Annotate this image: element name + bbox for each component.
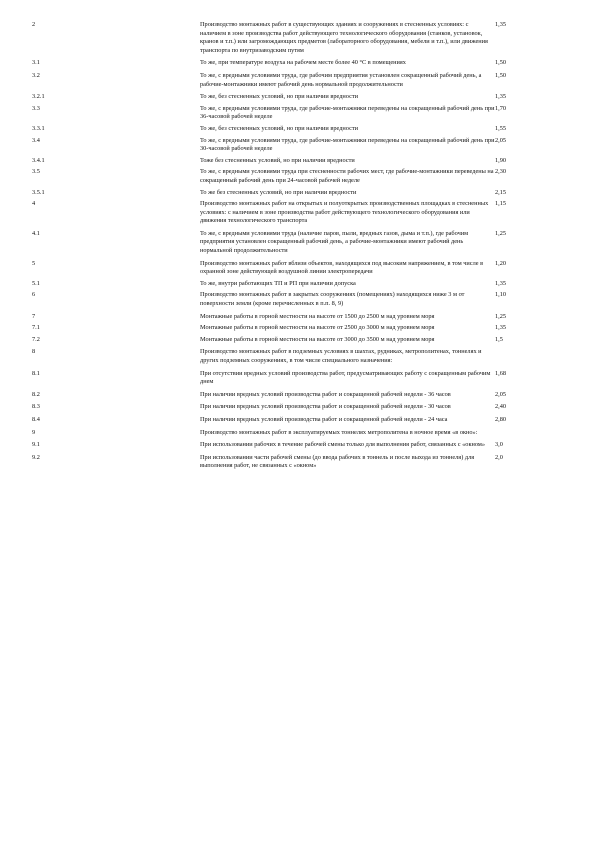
row-coefficient: 1,35 <box>495 279 507 287</box>
row-number: 9.1 <box>32 441 40 449</box>
table-row <box>32 324 537 336</box>
row-description: При наличии вредных условий производства работ и сокращенной рабочей недели - 30 часов <box>200 403 451 411</box>
table-row <box>32 157 537 169</box>
row-number: 8.1 <box>32 369 40 377</box>
row-coefficient: 1,10 <box>495 291 507 299</box>
row-number: 3.4.1 <box>32 156 45 164</box>
row-number: 4 <box>32 200 36 208</box>
table-row <box>32 189 537 201</box>
table-row <box>32 59 537 72</box>
row-number: 2 <box>32 21 36 28</box>
row-number: 9 <box>32 428 36 436</box>
row-description: Производство монтажных работ на открытых и полуоткрытых производственных площадках в стесненных условиях: с наличием в зоне производства работ действующего технологического оборудования или движения технологического транспорта <box>200 200 489 225</box>
row-number: 8 <box>32 348 36 356</box>
row-description: Производство монтажных работ вблизи объектов, находящихся под высоким напряжением, в том числе в охранной зоне действующей воздушной линии электропередачи <box>200 259 484 276</box>
table-row <box>32 370 537 391</box>
row-coefficient: 2,40 <box>495 403 507 411</box>
row-number: 3.5 <box>32 168 40 176</box>
table-row <box>32 403 537 416</box>
row-coefficient <box>495 348 537 369</box>
row-coefficient: 1,35 <box>495 21 507 28</box>
row-description: Производство монтажных работ в эксплуатируемых тоннелях метрополитена в ночное время «в окно»: <box>200 428 478 436</box>
row-number: 8.2 <box>32 390 40 398</box>
row-coefficient: 2,0 <box>495 453 503 461</box>
row-description: При отсутствии вредных условий производства работ, предусматривающих работу с сокращенным рабочим днем <box>200 369 491 386</box>
table-row <box>32 313 537 325</box>
table-row <box>32 93 537 105</box>
row-coefficient: 1,15 <box>495 200 507 208</box>
row-number: 7 <box>32 312 36 320</box>
row-number: 3.1 <box>32 59 40 67</box>
table-row <box>32 230 537 260</box>
row-description: То же, без стесненных условий, но при наличии вредности <box>200 93 359 101</box>
row-description: При наличии вредных условий производства работ и сокращенной рабочей недели - 36 часов <box>200 390 451 398</box>
row-number: 3.3.1 <box>32 124 45 132</box>
row-description: То же, с вредными условиями труда, где рабочие-монтажники переведены на сокращенный рабочий день при 30-часовой рабочей неделе <box>200 136 495 153</box>
row-description: При использовании рабочих в течение рабочей смены только для выполнения работ, связанных с «окном» <box>200 441 486 449</box>
row-description: Монтажные работы в горной местности на высоте от 2500 до 3000 м над уровнем моря <box>200 324 435 332</box>
row-number: 5.1 <box>32 279 40 287</box>
table-row <box>32 137 537 157</box>
row-coefficient: 1,68 <box>495 369 507 377</box>
table-row <box>32 200 537 230</box>
table-row <box>32 125 537 137</box>
row-description: То же, внутри работающих ТП и РП при наличии допуска <box>200 279 356 287</box>
table-row <box>32 260 537 280</box>
row-coefficient: 1,50 <box>495 59 507 67</box>
row-description: То же без стесненных условий, но при наличии вредности <box>200 188 357 196</box>
row-coefficient: 3,0 <box>495 441 503 449</box>
row-description: То же, с вредными условиями труда (наличие паров, пыли, вредных газов, дыма и т.п.), где рабочим предприятия установлен сокращенный рабочий день, а рабочие-монтажники имеют рабочий день нормальной продолжительности <box>200 229 469 255</box>
row-description: То же, без стесненных условий, но при наличии вредности <box>200 124 359 132</box>
row-number: 3.4 <box>32 136 40 144</box>
table-row <box>32 391 537 404</box>
row-coefficient: 1,90 <box>495 156 507 164</box>
row-description: Производство монтажных работ в закрытых сооружениях (помещениях) находящихся ниже 3 м от поверхности земли (кроме перечисленных в п.п. 8, 9) <box>200 291 465 308</box>
row-number: 4.1 <box>32 229 40 237</box>
row-number: 6 <box>32 291 36 299</box>
row-description: То же, с вредными условиями труда при стесненности рабочих мест, где рабочие-монтажники переведены на сокращенный рабочий день при 24-часовой рабочей неделе <box>200 168 494 184</box>
row-description: Производство монтажных работ в существующих зданиях и сооружениях в стесненных условиях: с наличием в зоне производства работ действующего технологического оборудования (станков, установок, кранов и т.п.) или загромождающих предметов (лабораторного оборудования, мебели и т.п.), или движения транспорта по внутризаводским путям <box>200 21 488 54</box>
row-number: 9.2 <box>32 453 40 461</box>
row-coefficient: 1,55 <box>495 124 507 132</box>
row-coefficient: 2,05 <box>495 136 507 144</box>
row-coefficient: 2,05 <box>495 390 507 398</box>
row-description: Производство монтажных работ в подземных условиях в шахтах, рудниках, метрополитенах, тоннелях и других подземных сооружениях, в том числе специального назначения: <box>200 348 482 364</box>
row-description: Монтажные работы в горной местности на высоте от 1500 до 2500 м над уровнем моря <box>200 312 435 320</box>
row-number: 3.5.1 <box>32 188 45 196</box>
row-description: Тоже без стесненных условий, но при наличии вредности <box>200 156 355 164</box>
table-row <box>32 416 537 429</box>
row-coefficient: 1,50 <box>495 71 507 79</box>
row-coefficient: 1,70 <box>495 104 507 112</box>
row-coefficient: 1,25 <box>495 312 507 320</box>
row-coefficient: 1,5 <box>495 335 503 343</box>
table-row <box>32 21 537 59</box>
row-number: 5 <box>32 259 36 267</box>
row-number: 3.2 <box>32 71 40 79</box>
row-number: 3.3 <box>32 104 40 112</box>
table-row <box>32 291 537 312</box>
row-number: 7.1 <box>32 324 40 332</box>
row-number: 8.4 <box>32 415 40 423</box>
row-description: То же, с вредными условиями труда, где рабочие-монтажники переведены на сокращенный рабочий день при 36-часовой рабочей неделе <box>200 104 495 121</box>
row-description: При использовании части рабочей смены (до ввода рабочих в тоннель и после выхода из тоннеля) для выполнения работ, не связанных с «окном» <box>200 453 475 470</box>
coefficient-table <box>32 21 537 471</box>
table-row <box>32 280 537 292</box>
row-coefficient <box>495 429 537 442</box>
table-row <box>32 105 537 125</box>
table-row <box>32 348 537 369</box>
row-description: То же, при температуре воздуха на рабочем месте более 40 °С в помещениях <box>200 59 406 67</box>
row-coefficient: 1,35 <box>495 324 507 332</box>
table-row <box>32 454 537 471</box>
table-row <box>32 336 537 349</box>
table-row <box>32 441 537 454</box>
row-description: Монтажные работы в горной местности на высоте от 3000 до 3500 м над уровнем моря <box>200 335 435 343</box>
row-description: То же, с вредными условиями труда, где рабочим предприятия установлен сокращенный рабочий день, а рабочие-монтажники имеют рабочий день нормальной продолжительности <box>200 71 482 88</box>
row-number: 3.2.1 <box>32 93 45 101</box>
table-body <box>32 21 537 471</box>
row-number: 7.2 <box>32 335 40 343</box>
row-coefficient: 2,30 <box>495 168 507 176</box>
row-coefficient: 1,25 <box>495 229 507 237</box>
table-row <box>32 168 537 188</box>
table-row <box>32 72 537 93</box>
row-description: При наличии вредных условий производства работ и сокращенной рабочей недели - 24 часа <box>200 415 448 423</box>
row-coefficient: 1,35 <box>495 93 507 101</box>
row-coefficient: 2,15 <box>495 188 507 196</box>
row-number: 8.3 <box>32 403 40 411</box>
table-row <box>32 429 537 442</box>
row-coefficient: 1,20 <box>495 259 507 267</box>
row-coefficient: 2,80 <box>495 415 507 423</box>
